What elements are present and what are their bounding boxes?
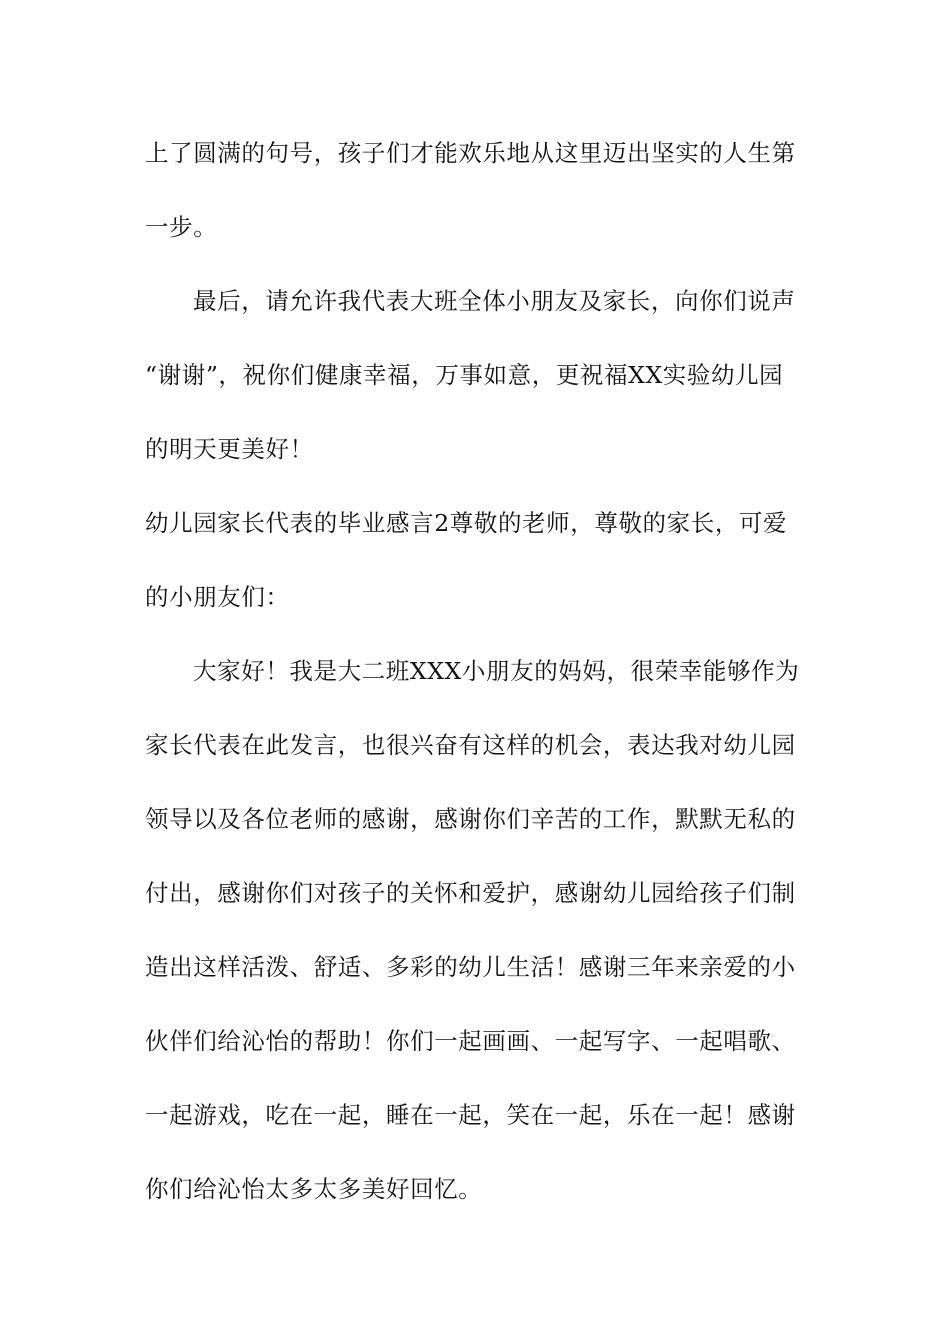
text-line: 家长代表在此发言，也很兴奋有这样的机会，表达我对幼儿园 (145, 731, 796, 759)
text-line: 上了圆满的句号，孩子们才能欢乐地从这里迈出坚实的人生第 (145, 139, 796, 167)
paragraph-first-line: 最后，请允许我代表大班全体小朋友及家长，向你们说声 (193, 287, 796, 315)
section-heading-line: 幼儿园家长代表的毕业感言2尊敬的老师，尊敬的家长，可爱 (145, 509, 788, 537)
text-line: “谢谢”，祝你们健康幸福，万事如意，更祝福XX实验幼儿园 (145, 361, 784, 389)
text-line: 的明天更美好！ (145, 435, 314, 463)
text-line: 你们给沁怡太多太多美好回忆。 (145, 1175, 483, 1203)
text-line: 造出这样活泼、舒适、多彩的幼儿生活！感谢三年来亲爱的小 (145, 953, 796, 981)
text-line: 付出，感谢你们对孩子的关怀和爱护，感谢幼儿园给孩子们制 (145, 879, 796, 907)
text-line: 一步。 (145, 213, 218, 241)
text-line: 伙伴们给沁怡的帮助！你们一起画画、一起写字、一起唱歌、 (145, 1027, 796, 1055)
paragraph-first-line: 大家好！我是大二班XXX小朋友的妈妈，很荣幸能够作为 (193, 657, 800, 685)
text-line: 领导以及各位老师的感谢，感谢你们辛苦的工作，默默无私的 (145, 805, 796, 833)
text-line: 一起游戏，吃在一起，睡在一起，笑在一起，乐在一起！感谢 (145, 1101, 796, 1129)
text-line: 的小朋友们： (145, 583, 290, 611)
